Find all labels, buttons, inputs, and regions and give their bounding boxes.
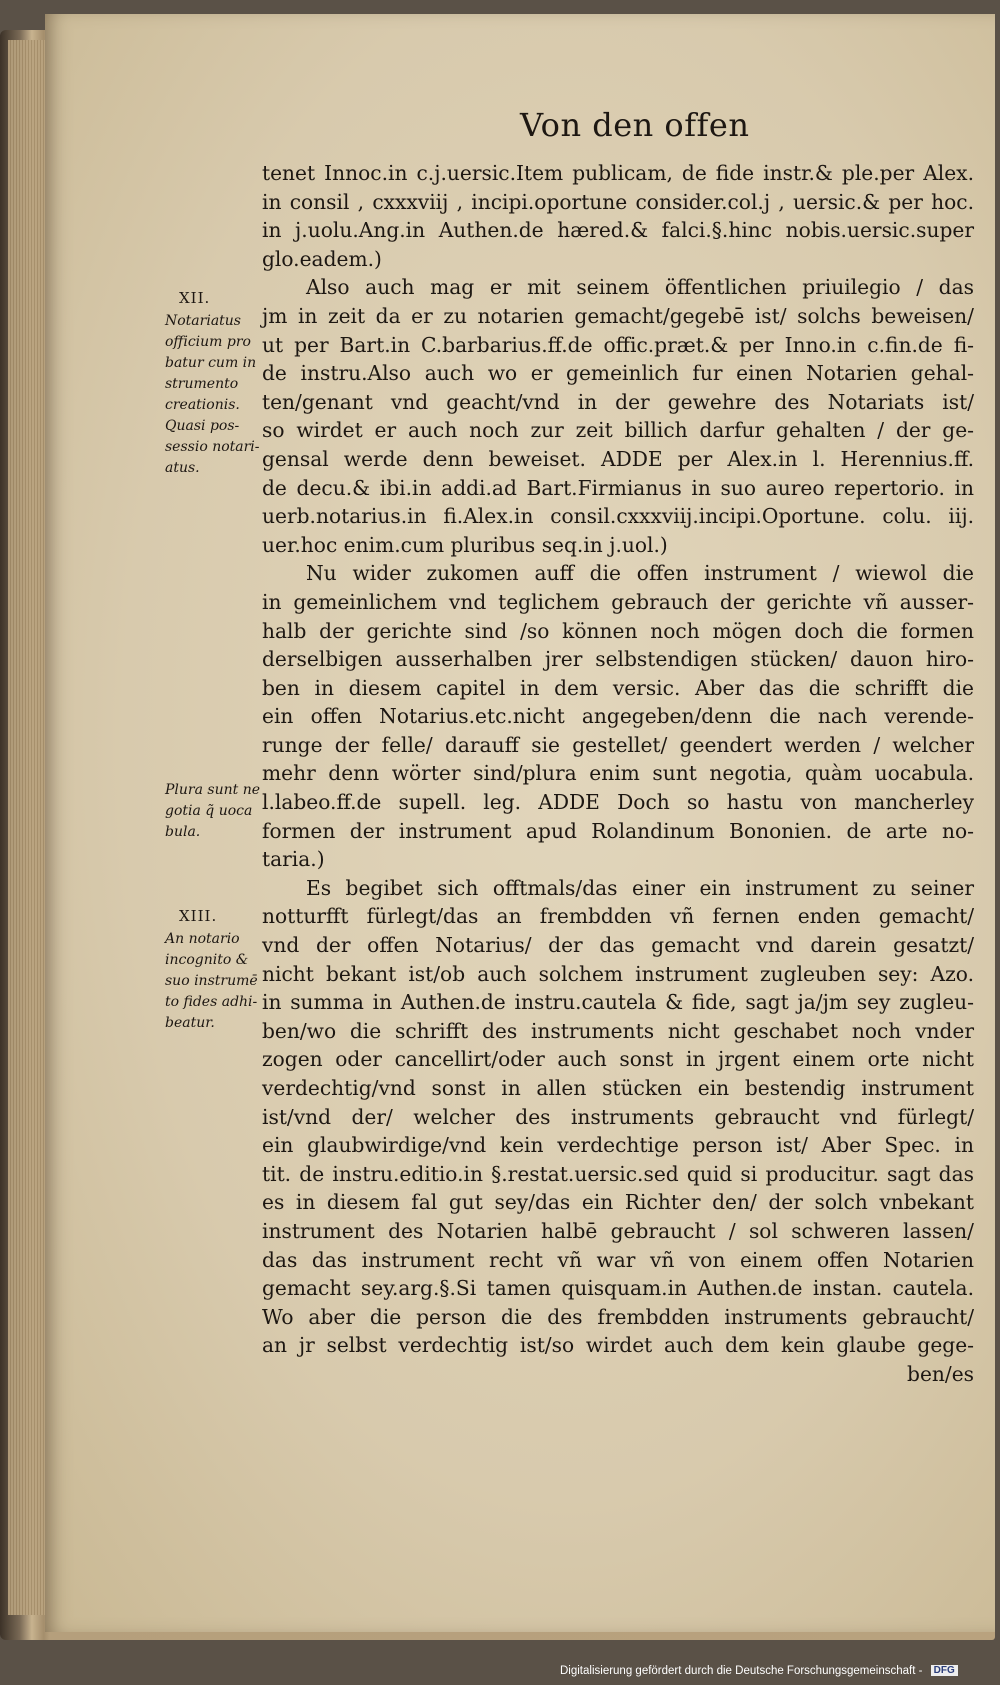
text-line: tit. de instru.editio.in §.restat.uersic.sed quid si producitur. sagt das	[262, 1161, 974, 1186]
text-line: mehr denn wörter sind/plura enim sunt negotia, quàm uocabula.	[262, 761, 974, 786]
text-line: ein offen Notarius.etc.nicht angegeben/denn die nach verende-	[262, 704, 974, 729]
text-line: ben/wo die schrifft des instruments nicht geschabet noch vnder	[262, 1018, 974, 1043]
catchword: ben/es	[907, 1361, 974, 1386]
text-line: Wo aber die person die des frembdden instruments gebraucht/	[262, 1304, 974, 1329]
text-line: in j.uolu.Ang.in Authen.de hæred.& falci.§.hinc nobis.uersic.super	[262, 218, 974, 243]
margin-note-line: batur cum in	[165, 355, 257, 371]
text-line: formen der instrument apud Rolandinum Bononien. de arte no-	[262, 818, 974, 843]
margin-note-xiii	[165, 906, 265, 1034]
margin-note-line: gotia q̃ uoca	[165, 803, 253, 819]
margin-note-line: creationis.	[165, 397, 240, 413]
text-line: de instru.Also auch wo er gemeinlich fur einen Notarien gehal-	[262, 361, 974, 386]
margin-note-line: Notariatus	[165, 313, 241, 329]
text-line: nicht bekant ist/ob auch solchem instrument zugleuben sey: Azo.	[262, 961, 974, 986]
margin-note-line: incognito &	[165, 952, 249, 968]
text-line: Also auch mag er mit seinem öffentlichen priuilegio / das	[306, 275, 974, 300]
text-line: tenet Innoc.in c.j.uersic.Item publicam, de fide instr.& ple.per Alex.	[262, 161, 974, 185]
text-line: halb der gerichte sind /so können noch mögen doch die formen	[262, 618, 974, 643]
text-line: jm in zeit da er zu notarien gemacht/gegebē ist/ solchs beweisen/	[262, 303, 974, 328]
margin-note-number: XII.	[179, 289, 211, 307]
text-line: Es begibet sich offtmals/das einer ein instrument zu seiner	[306, 875, 974, 900]
text-line: uerb.notarius.in fi.Alex.in consil.cxxxviij.incipi.Oportune. colu. iij.	[262, 504, 974, 529]
text-line: vnd der offen Notarius/ der das gemacht vnd darein gesatzt/	[262, 933, 974, 958]
margin-note-line: to fides adhi-	[165, 994, 258, 1010]
text-line: zogen oder cancellirt/oder auch sonst in jrgent einem orte nicht	[262, 1047, 974, 1072]
text-line: derselbigen ausserhalben jrer selbstendigen stücken/ dauon hiro-	[262, 647, 974, 672]
margin-note-line: Plura sunt ne	[165, 782, 260, 798]
text-line: ut per Bart.in C.barbarius.ff.de offic.præt.& per Inno.in c.fin.de fi-	[262, 332, 974, 357]
text-line: gemacht sey.arg.§.Si tamen quisquam.in Authen.de instan. cautela.	[262, 1276, 974, 1301]
text-line: ein glaubwirdige/vnd kein verdechtige person ist/ Aber Spec. in	[262, 1133, 974, 1158]
text-line: so wirdet er auch noch zur zeit billich darfur gehalten / der ge-	[262, 418, 974, 443]
margin-note-number: XIII.	[179, 907, 218, 925]
margin-note-line: bula.	[165, 824, 201, 840]
text-line: ist/vnd der/ welcher des instruments gebraucht vnd fürlegt/	[262, 1104, 974, 1129]
dfg-logo-icon: DFG	[931, 1665, 958, 1676]
margin-note-line: sessio notari-	[165, 439, 260, 455]
text-line: de decu.& ibi.in addi.ad Bart.Firmianus in suo aureo repertorio. in	[262, 475, 974, 500]
text-line: glo.eadem.)	[262, 246, 382, 271]
margin-note-plura	[165, 780, 265, 843]
text-line: uer.hoc enim.cum pluribus seq.in j.uol.)	[262, 532, 668, 557]
text-line: runge der felle/ darauff sie gestellet/ geendert werden / welcher	[262, 732, 974, 757]
margin-note-line: Quasi pos-	[165, 418, 240, 434]
running-title: Von den offen	[520, 106, 750, 144]
text-line: an jr selbst verdechtig ist/so wirdet auch dem kein glaube gege-	[262, 1333, 974, 1358]
credit-text: Digitalisierung gefördert durch die Deutsche Forschungsgemeinschaft -	[560, 1665, 923, 1677]
margin-note-xii	[165, 288, 265, 479]
text-line: notturfft fürlegt/das an frembdden vñ fernen enden gemacht/	[262, 904, 974, 929]
margin-note-line: suo instrumē	[165, 973, 258, 989]
margin-note-line: beatur.	[165, 1015, 215, 1031]
text-line: verdechtig/vnd sonst in allen stücken ein bestendig instrument	[262, 1076, 974, 1100]
text-line: instrument des Notarien halbē gebraucht / sol schweren lassen/	[262, 1218, 974, 1243]
text-line: Nu wider zukomen auff die offen instrument / wiewol die	[306, 561, 974, 586]
text-line: l.labeo.ff.de supell. leg. ADDE Doch so hastu von mancherley	[262, 790, 974, 815]
margin-note-line: officium pro	[165, 334, 251, 350]
text-line: in consil , cxxxviij , incipi.oportune consider.col.j , uersic.& per hoc.	[262, 189, 974, 214]
margin-note-line: An notario	[165, 931, 240, 947]
text-line: taria.)	[262, 847, 325, 872]
text-line: das das instrument recht vñ war vñ von einem offen Notarien	[262, 1247, 974, 1272]
text-line: in summa in Authen.de instru.cautela & fide, sagt ja/jm sey zugleu-	[262, 990, 974, 1015]
digitization-credit	[560, 1665, 958, 1683]
text-line: es in diesem fal gut sey/das ein Richter den/ der solch vnbekant	[262, 1190, 974, 1215]
text-line: ben in diesem capitel in dem versic. Aber das die schrifft die	[262, 675, 974, 700]
text-line: ten/genant vnd geacht/vnd in der gewehre des Notariats ist/	[262, 389, 974, 414]
body-text	[262, 159, 974, 1389]
text-line: in gemeinlichem vnd teglichem gebrauch der gerichte vñ ausser-	[262, 589, 974, 614]
margin-note-line: strumento	[165, 376, 239, 392]
text-line: gensal werde denn beweiset. ADDE per Alex.in l. Herennius.ff.	[262, 446, 974, 471]
margin-note-line: atus.	[165, 460, 200, 476]
